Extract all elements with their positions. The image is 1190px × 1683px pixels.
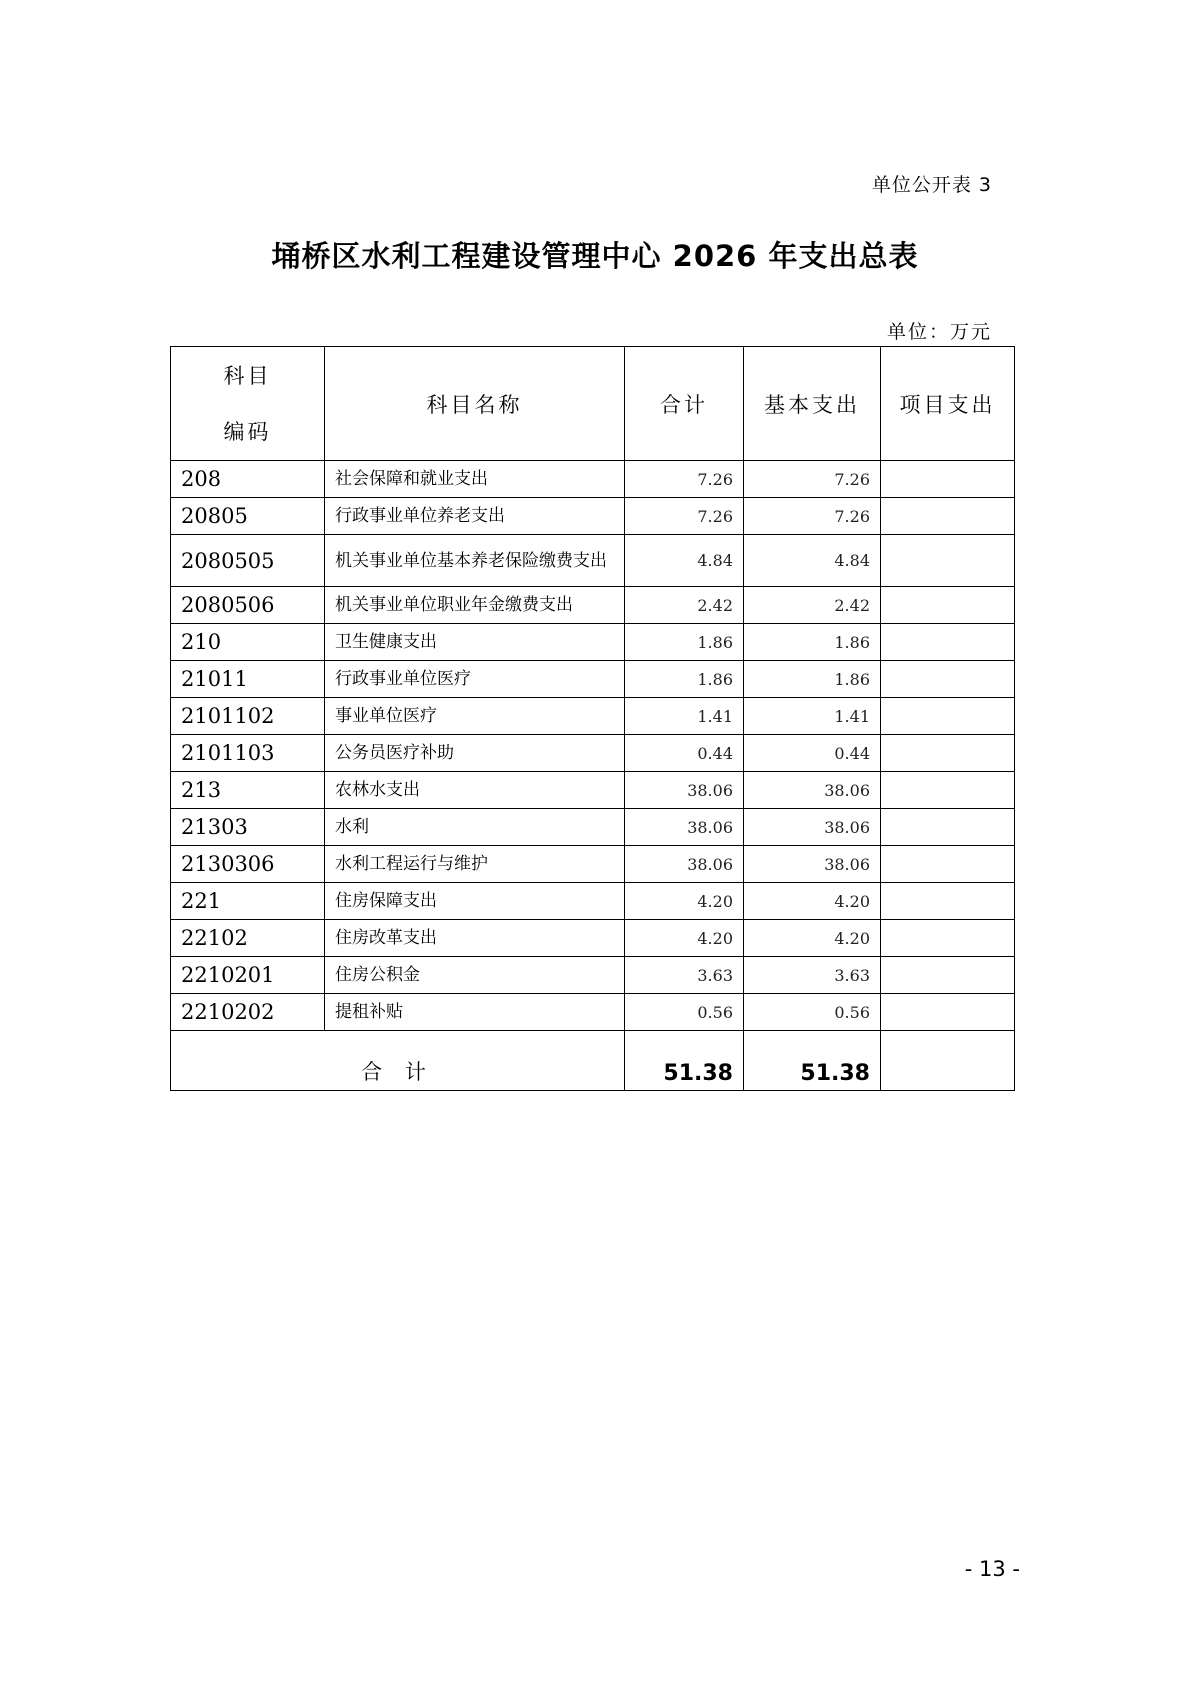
page-title: 埇桥区水利工程建设管理中心 2026 年支出总表 — [271, 239, 919, 273]
header-name: 科目名称 — [325, 347, 625, 461]
row-project — [881, 624, 1015, 661]
row-project — [881, 772, 1015, 809]
total-amount: 51.38 — [625, 1031, 744, 1091]
row-basic: 3.63 — [744, 957, 881, 994]
table-row — [171, 994, 1015, 1031]
table-row — [171, 809, 1015, 846]
row-total: 1.41 — [625, 698, 744, 735]
row-basic: 38.06 — [744, 772, 881, 809]
row-basic: 0.56 — [744, 994, 881, 1031]
row-total: 1.86 — [625, 624, 744, 661]
row-code: 2080506 — [171, 587, 325, 624]
row-name: 机关事业单位基本养老保险缴费支出 — [325, 535, 625, 587]
row-total: 7.26 — [625, 461, 744, 498]
header-total: 合计 — [625, 347, 744, 461]
row-basic: 7.26 — [744, 461, 881, 498]
row-name: 水利 — [325, 809, 625, 846]
total-basic: 51.38 — [744, 1031, 881, 1091]
row-project — [881, 735, 1015, 772]
row-name: 事业单位医疗 — [325, 698, 625, 735]
row-code: 21011 — [171, 661, 325, 698]
row-project — [881, 957, 1015, 994]
row-basic: 7.26 — [744, 498, 881, 535]
table-row — [171, 498, 1015, 535]
row-code: 20805 — [171, 498, 325, 535]
unit-label: 单位：万元 — [886, 321, 992, 343]
row-name: 提租补贴 — [325, 994, 625, 1031]
row-total: 7.26 — [625, 498, 744, 535]
row-project — [881, 498, 1015, 535]
row-total: 3.63 — [625, 957, 744, 994]
header-basic: 基本支出 — [744, 347, 881, 461]
row-project — [881, 846, 1015, 883]
row-name: 住房改革支出 — [325, 920, 625, 957]
row-name: 行政事业单位医疗 — [325, 661, 625, 698]
table-body — [171, 461, 1015, 1031]
row-total: 4.20 — [625, 883, 744, 920]
row-code: 208 — [171, 461, 325, 498]
total-project — [881, 1031, 1015, 1091]
row-code: 21303 — [171, 809, 325, 846]
table-row — [171, 461, 1015, 498]
row-project — [881, 920, 1015, 957]
row-project — [881, 698, 1015, 735]
row-code: 2130306 — [171, 846, 325, 883]
row-project — [881, 587, 1015, 624]
row-name: 住房公积金 — [325, 957, 625, 994]
row-basic: 1.86 — [744, 624, 881, 661]
row-project — [881, 461, 1015, 498]
row-project — [881, 535, 1015, 587]
row-code: 22102 — [171, 920, 325, 957]
row-code: 2101102 — [171, 698, 325, 735]
row-project — [881, 883, 1015, 920]
table-row — [171, 587, 1015, 624]
row-total: 0.44 — [625, 735, 744, 772]
row-total: 1.86 — [625, 661, 744, 698]
row-code: 2101103 — [171, 735, 325, 772]
row-basic: 38.06 — [744, 809, 881, 846]
row-name: 农林水支出 — [325, 772, 625, 809]
table-row — [171, 698, 1015, 735]
table-row — [171, 957, 1015, 994]
row-code: 213 — [171, 772, 325, 809]
row-code: 221 — [171, 883, 325, 920]
table-row — [171, 883, 1015, 920]
table-row — [171, 772, 1015, 809]
row-name: 卫生健康支出 — [325, 624, 625, 661]
page-number: - 13 - — [964, 1557, 1020, 1581]
table-row — [171, 735, 1015, 772]
table-label: 单位公开表 3 — [871, 174, 992, 196]
row-basic: 4.84 — [744, 535, 881, 587]
row-name: 住房保障支出 — [325, 883, 625, 920]
table-header-row — [171, 347, 1015, 461]
row-name: 水利工程运行与维护 — [325, 846, 625, 883]
total-row — [171, 1031, 1015, 1091]
row-project — [881, 809, 1015, 846]
row-total: 4.84 — [625, 535, 744, 587]
table-row — [171, 846, 1015, 883]
row-basic: 4.20 — [744, 920, 881, 957]
row-basic: 0.44 — [744, 735, 881, 772]
header-project: 项目支出 — [881, 347, 1015, 461]
row-basic: 2.42 — [744, 587, 881, 624]
row-project — [881, 661, 1015, 698]
row-total: 2.42 — [625, 587, 744, 624]
header-code-line1: 科目 — [223, 363, 272, 388]
row-total: 38.06 — [625, 772, 744, 809]
row-basic: 1.41 — [744, 698, 881, 735]
row-basic: 38.06 — [744, 846, 881, 883]
row-basic: 4.20 — [744, 883, 881, 920]
table-row — [171, 624, 1015, 661]
table-row — [171, 661, 1015, 698]
table-row — [171, 920, 1015, 957]
header-code-line2: 编码 — [223, 419, 272, 444]
row-project — [881, 994, 1015, 1031]
row-name: 行政事业单位养老支出 — [325, 498, 625, 535]
row-basic: 1.86 — [744, 661, 881, 698]
row-name: 机关事业单位职业年金缴费支出 — [325, 587, 625, 624]
expenditure-table — [170, 346, 1015, 1091]
row-code: 210 — [171, 624, 325, 661]
row-code: 2210201 — [171, 957, 325, 994]
row-name: 公务员医疗补助 — [325, 735, 625, 772]
row-total: 0.56 — [625, 994, 744, 1031]
header-code — [171, 347, 325, 461]
row-total: 4.20 — [625, 920, 744, 957]
row-code: 2210202 — [171, 994, 325, 1031]
table-row — [171, 535, 1015, 587]
row-total: 38.06 — [625, 846, 744, 883]
row-name: 社会保障和就业支出 — [325, 461, 625, 498]
row-code: 2080505 — [171, 535, 325, 587]
row-total: 38.06 — [625, 809, 744, 846]
total-label: 合 计 — [171, 1031, 625, 1091]
